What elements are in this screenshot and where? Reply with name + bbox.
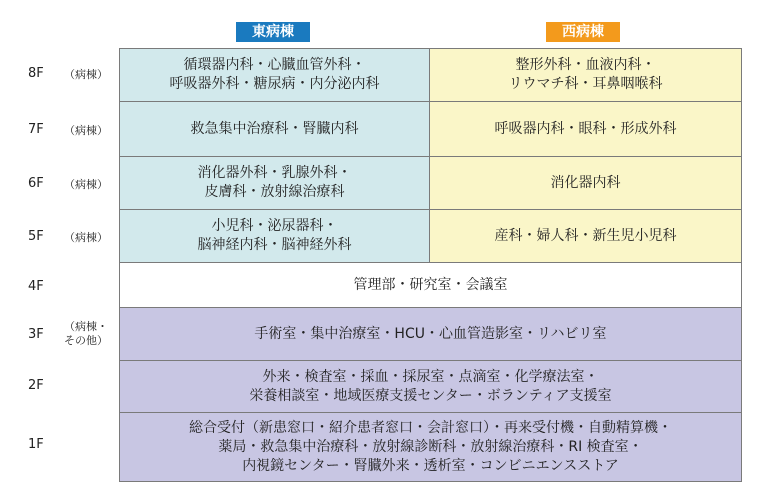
cell-6f-west-text: 消化器内科 — [550, 174, 621, 191]
cell-7f-west — [429, 101, 742, 157]
floor-label-7f: 7F — [28, 122, 44, 137]
floor-label-6f: 6F — [28, 176, 44, 191]
cell-2f — [119, 360, 742, 413]
cell-5f-west-text: 産科・婦人科・新生児小児科 — [494, 227, 677, 244]
cell-3f-text: 手術室・集中治療室・HCU・心血管造影室・リハビリ室 — [254, 325, 607, 342]
floor-sub-8f: （病棟） — [64, 68, 108, 81]
floor-sub-7f: （病棟） — [64, 124, 108, 137]
cell-1f — [119, 412, 742, 482]
west-wing-label: 西病棟 — [546, 22, 620, 42]
floor-label-4f: 4F — [28, 279, 44, 294]
floor-label-8f: 8F — [28, 66, 44, 81]
cell-1f-text: 総合受付（新患窓口・紹介患者窓口・会計窓口）・再来受付機・自動精算機・ 薬局・救急集中治療科・放射線診断科・放射線治療科・RI 検査室・ 内視鏡センター・腎臓外来・透析室・コンビニエンスストア — [189, 419, 672, 474]
cell-2f-text: 外来・検査室・採血・採尿室・点滴室・化学療法室・ 栄養相談室・地域医療支援センター・ボランティア支援室 — [249, 368, 612, 404]
cell-5f-east — [119, 209, 430, 263]
cell-5f-east-text: 小児科・泌尿器科・ 脳神経内科・脳神経外科 — [197, 218, 352, 253]
floor-label-3f: 3F — [28, 327, 44, 342]
cell-7f-west-text: 呼吸器内科・眼科・形成外科 — [494, 120, 677, 137]
cell-8f-west — [429, 48, 742, 102]
cell-3f — [119, 307, 742, 361]
cell-6f-east-text: 消化器外科・乳腺外科・ 皮膚科・放射線治療科 — [197, 165, 352, 200]
floor-label-5f: 5F — [28, 229, 44, 244]
cell-7f-east-text: 救急集中治療科・腎臓内科 — [190, 120, 359, 137]
cell-4f-text: 管理部・研究室・会議室 — [353, 276, 508, 293]
cell-8f-east-text: 循環器内科・心臓血管外科・ 呼吸器外科・糖尿病・内分泌内科 — [169, 57, 380, 92]
floor-sub-6f: （病棟） — [64, 178, 108, 191]
cell-6f-west — [429, 156, 742, 210]
floor-sub-3f: （病棟・ その他） — [64, 320, 108, 347]
cell-8f-east — [119, 48, 430, 102]
east-wing-label: 東病棟 — [236, 22, 310, 42]
cell-4f — [119, 262, 742, 308]
cell-6f-east — [119, 156, 430, 210]
floor-label-2f: 2F — [28, 378, 44, 393]
cell-7f-east — [119, 101, 430, 157]
floor-label-1f: 1F — [28, 437, 44, 452]
cell-8f-west-text: 整形外科・血液内科・ リウマチ科・耳鼻咽喉科 — [508, 57, 663, 92]
floor-sub-5f: （病棟） — [64, 231, 108, 244]
cell-5f-west — [429, 209, 742, 263]
